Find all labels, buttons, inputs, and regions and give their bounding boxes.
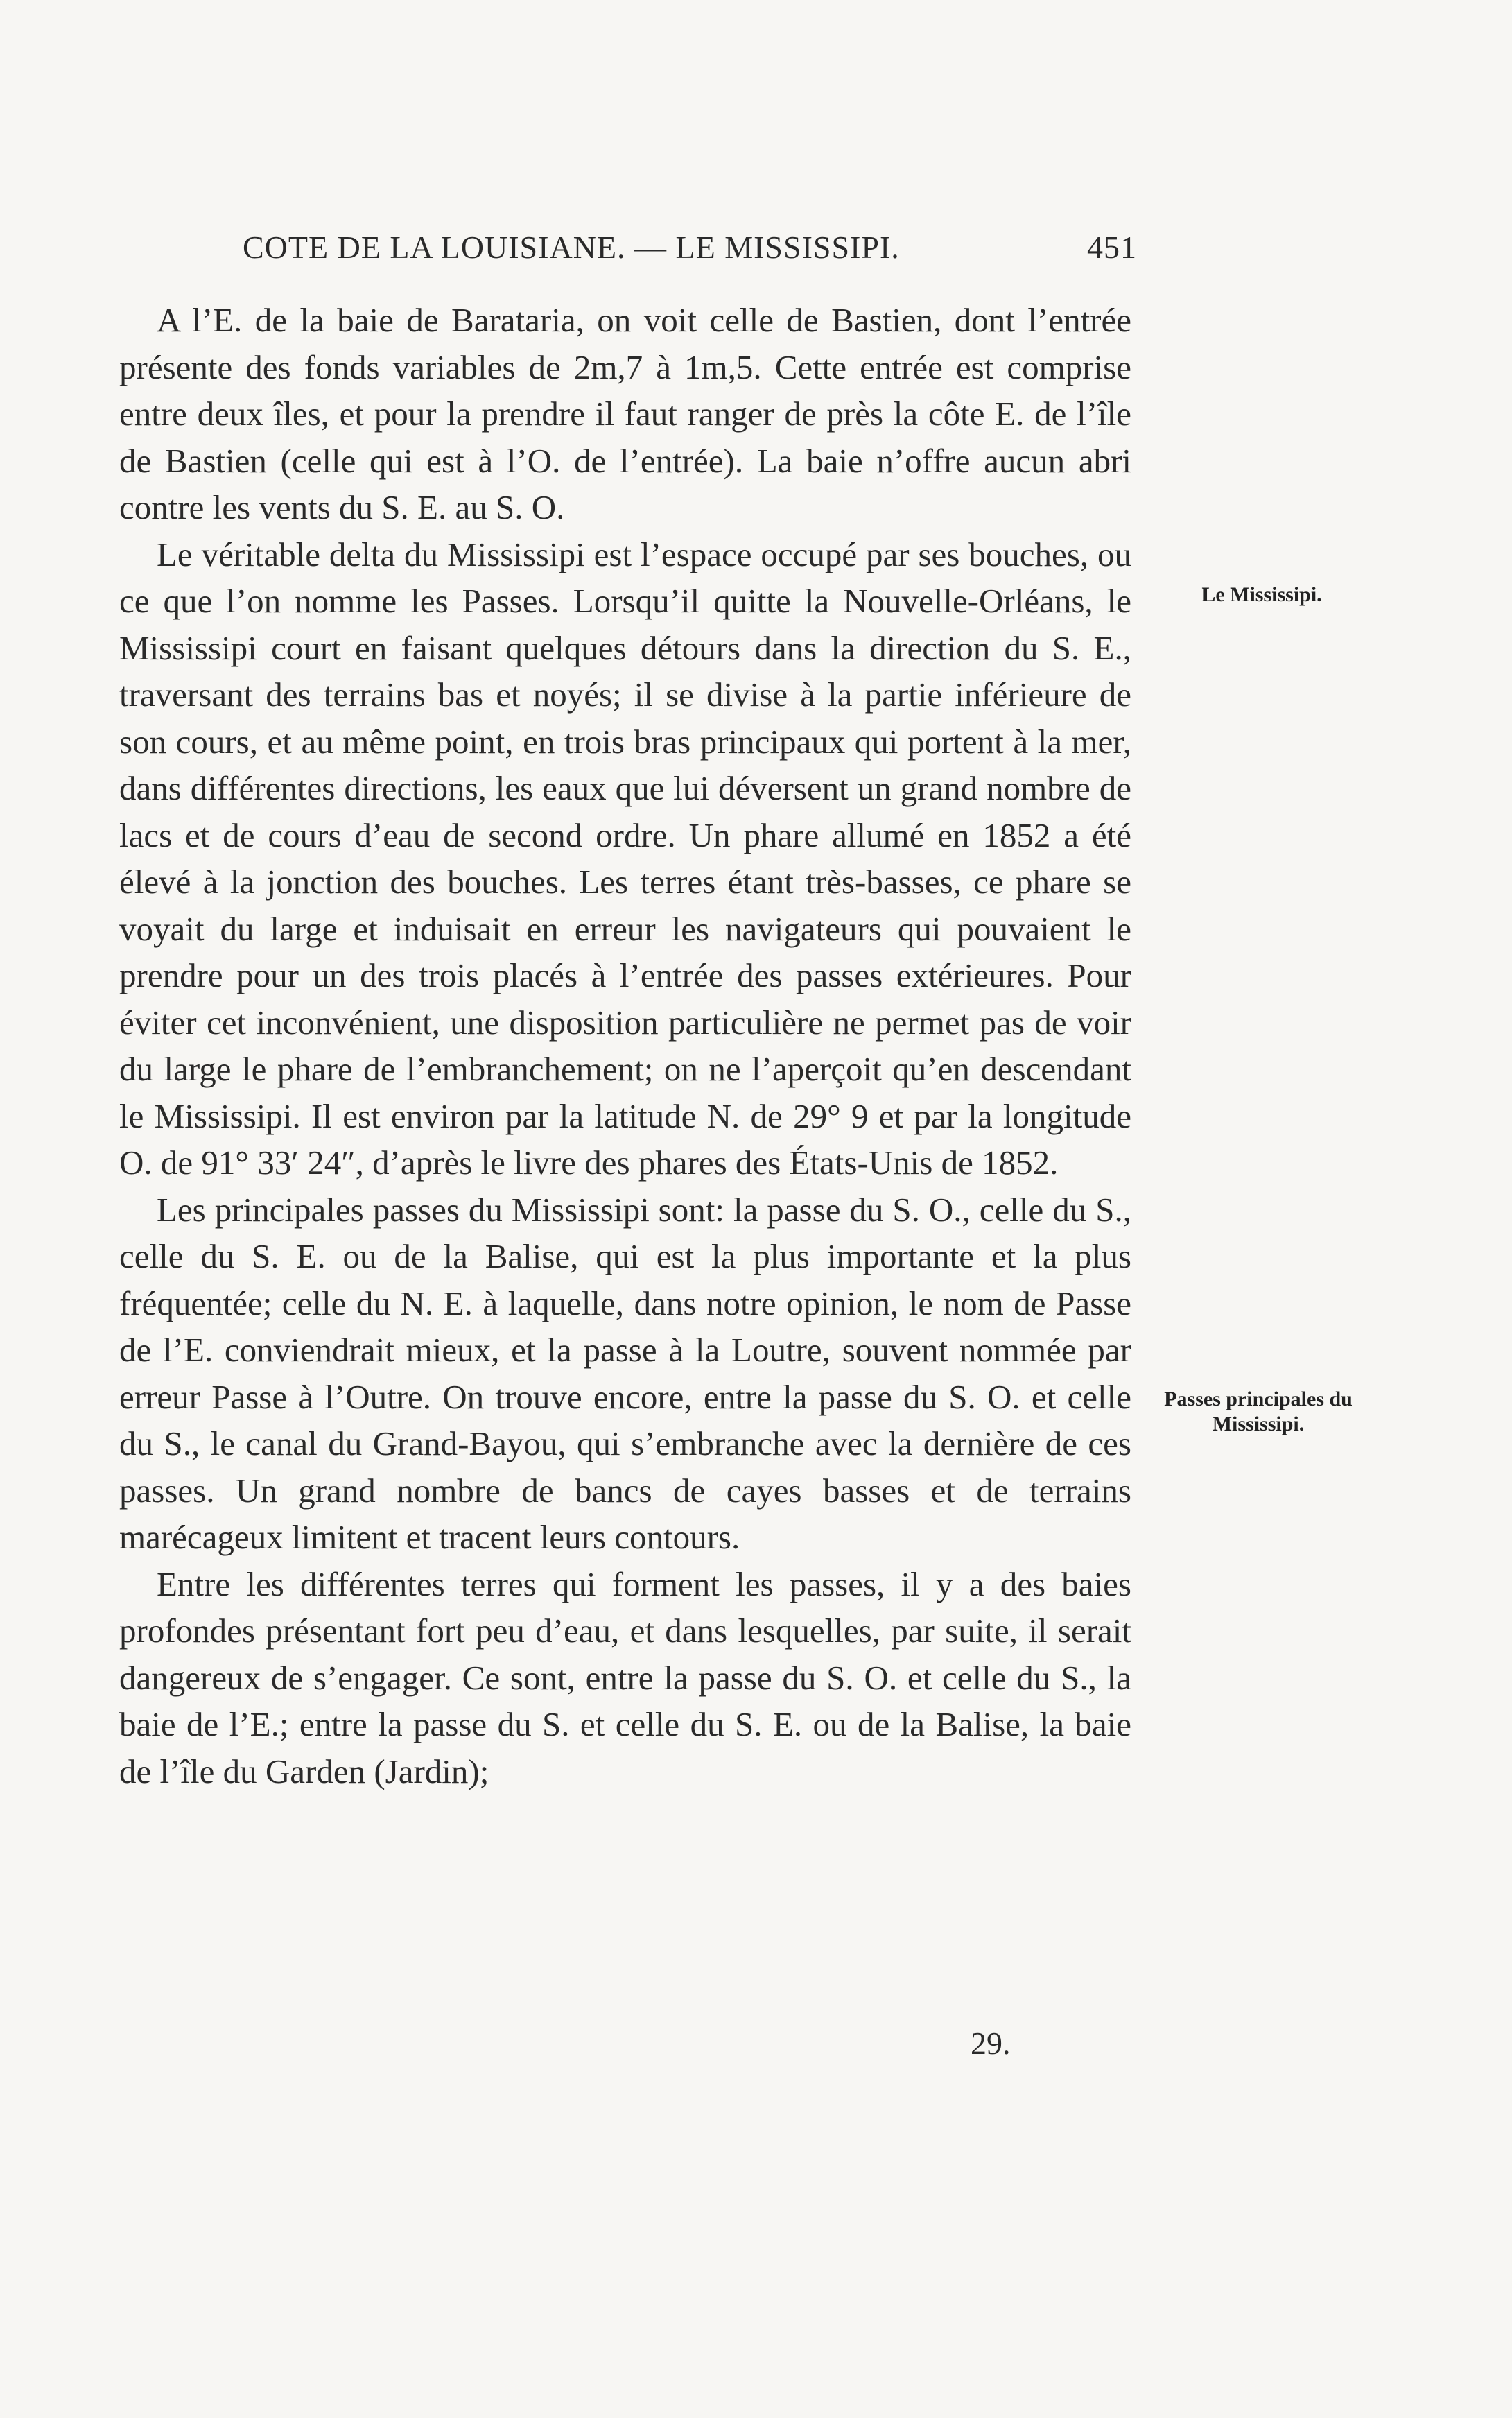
running-head [243, 229, 1137, 266]
running-head-title: COTE DE LA LOUISIANE. — LE MISSISSIPI. [243, 230, 900, 265]
margin-note-mississipi: Le Mississipi. [1201, 583, 1322, 606]
body-text [119, 297, 1131, 1795]
margin-note-passes-principales: Passes principales du Mississipi. [1164, 1388, 1353, 1435]
page-number: 451 [1087, 230, 1137, 265]
paragraph-baies: Entre les différentes terres qui forment les passes, il y a des baies profondes présentant fort peu d’eau, et dans lesquelles, par suite, il serait dangereux de s’engager. Ce sont, entre la passe du S. O. et celle du S., la baie de l’E.; entre la passe du S. et celle du S. E. ou de la Balise, la baie de l’île du Garden (Jardin); [119, 1564, 1131, 1790]
signature-mark: 29. [971, 2026, 1011, 2061]
paragraph-passes: Les principales passes du Mississipi sont: la passe du S. O., celle du S., celle du S. E. ou de la Balise, qui est la plus importante et la plus fréquentée; celle du N. E. à laquelle, dans notre opinion, le nom de Passe de l’E. conviendrait mieux, et la passe à la Loutre, souvent nommée par erreur Passe à l’Outre. On trouve encore, entre la passe du S. O. et celle du S., le canal du Grand-Bayou, qui s’embranche avec la dernière de ces passes. Un grand nombre de bancs de cayes basses et de terrains marécageux limitent et tracent leurs contours. [119, 1190, 1131, 1556]
paragraph-bastien: A l’E. de la baie de Barataria, on voit celle de Bastien, dont l’entrée présente des fonds variables de 2m,7 à 1m,5. Cette entrée est comprise entre deux îles, et pour la prendre il faut ranger de près la côte E. de l’île de Bastien (celle qui est à l’O. de l’entrée). La baie n’offre aucun abri contre les vents du S. E. au S. O. [119, 301, 1131, 526]
paragraph-delta: Le véritable delta du Mississipi est l’espace occupé par ses bouches, ou ce que l’on nomme les Passes. Lorsqu’il quitte la Nouvelle-Orléans, le Mississipi court en faisant quelques détours dans la direction du S. E., traversant des terrains bas et noyés; il se divise à la partie inférieure de son cours, et au même point, en trois bras principaux qui portent à la mer, dans différentes directions, les eaux que lui déversent un grand nombre de lacs et de cours d’eau de second ordre. Un phare allumé en 1852 a été élevé à la jonction des bouches. Les terres étant très-basses, ce phare se voyait du large et induisait en erreur les navigateurs qui pouvaient le prendre pour un des trois placés à l’entrée des passes extérieures. Pour éviter cet inconvénient, une disposition particulière ne permet pas de voir du large le phare de l’embranchement; on ne l’aperçoit qu’en descendant le Mississipi. Il est environ par la latitude N. de 29° 9 et par la longitude O. de 91° 33′ 24″, d’après le livre des phares des États-Unis de 1852. [119, 535, 1131, 1182]
